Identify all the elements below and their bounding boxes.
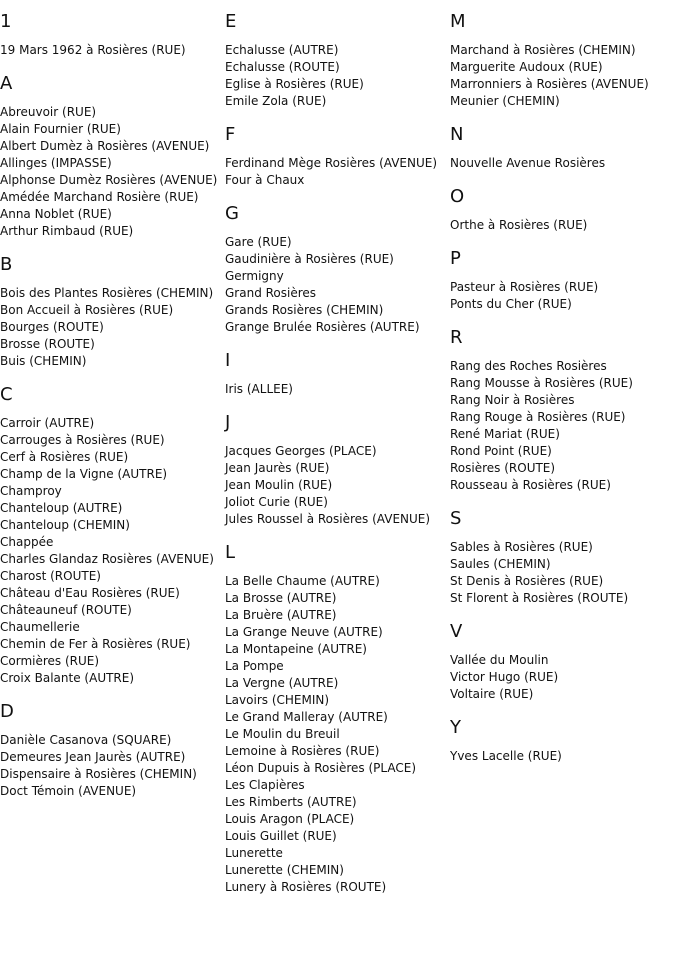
street-name[interactable]: Cormières (RUE): [0, 654, 100, 668]
street-list: [225, 573, 447, 896]
street-name[interactable]: Bon Accueil à Rosières (RUE): [0, 303, 174, 317]
street-name[interactable]: La Vergne (AUTRE): [225, 676, 339, 690]
street-name[interactable]: Iris (ALLEE): [225, 382, 293, 396]
street-name[interactable]: Rang Mousse à Rosières (RUE): [450, 376, 633, 390]
street-name[interactable]: Bois des Plantes Rosières (CHEMIN): [0, 286, 214, 300]
street-name[interactable]: Charles Glandaz Rosières (AVENUE): [0, 552, 214, 566]
street-name[interactable]: Chappée: [0, 535, 54, 549]
street-name[interactable]: Jean Moulin (RUE): [225, 478, 333, 492]
street-name[interactable]: Grand Rosières: [225, 286, 317, 300]
section-letter-heading: I: [225, 350, 231, 371]
street-list: [450, 539, 672, 607]
street-list: [225, 155, 447, 189]
street-name[interactable]: Rosières (ROUTE): [450, 461, 556, 475]
street-name[interactable]: Arthur Rimbaud (RUE): [0, 224, 134, 238]
street-name[interactable]: Demeures Jean Jaurès (AUTRE): [0, 750, 186, 764]
street-name[interactable]: Champ de la Vigne (AUTRE): [0, 467, 168, 481]
street-name[interactable]: Germigny: [225, 269, 284, 283]
street-name[interactable]: Vallée du Moulin: [450, 653, 549, 667]
letter-section: [0, 11, 222, 59]
street-list: [450, 217, 672, 234]
street-list: [0, 732, 222, 800]
street-name[interactable]: Dispensaire à Rosières (CHEMIN): [0, 767, 197, 781]
street-name[interactable]: Buis (CHEMIN): [0, 354, 87, 368]
street-name[interactable]: La Brosse (AUTRE): [225, 591, 337, 605]
street-list: [450, 279, 672, 313]
street-name[interactable]: Grange Brulée Rosières (AUTRE): [225, 320, 420, 334]
street-name[interactable]: Jean Jaurès (RUE): [225, 461, 330, 475]
street-index-column-3: [450, 0, 672, 765]
street-list: [0, 415, 222, 687]
street-name[interactable]: Châteauneuf (ROUTE): [0, 603, 132, 617]
letter-section: [450, 621, 672, 703]
street-name[interactable]: Chanteloup (CHEMIN): [0, 518, 130, 532]
section-letter-heading: D: [0, 701, 14, 722]
section-letter-heading: B: [0, 254, 13, 275]
street-name[interactable]: Lunerette (CHEMIN): [225, 863, 344, 877]
street-name[interactable]: La Pompe: [225, 659, 284, 673]
street-list: [225, 443, 447, 528]
letter-section: [225, 350, 447, 398]
section-letter-heading: V: [450, 621, 463, 642]
section-letter-heading: N: [450, 124, 464, 145]
street-name[interactable]: Bourges (ROUTE): [0, 320, 104, 334]
letter-section: [225, 203, 447, 336]
street-name[interactable]: Sables à Rosières (RUE): [450, 540, 593, 554]
street-name[interactable]: Le Moulin du Breuil: [225, 727, 340, 741]
letter-section: [450, 124, 672, 172]
street-name[interactable]: Lunerette: [225, 846, 283, 860]
letter-section: [0, 384, 222, 687]
street-name[interactable]: Chaumellerie: [0, 620, 80, 634]
street-name[interactable]: St Florent à Rosières (ROUTE): [450, 591, 629, 605]
street-name[interactable]: Rang des Roches Rosières: [450, 359, 607, 373]
street-name[interactable]: Rousseau à Rosières (RUE): [450, 478, 611, 492]
letter-section: [450, 327, 672, 494]
street-index-column-2: [225, 0, 447, 896]
street-name[interactable]: Louis Aragon (PLACE): [225, 812, 355, 826]
letter-section: [225, 11, 447, 110]
street-name[interactable]: Nouvelle Avenue Rosières: [450, 156, 606, 170]
street-name[interactable]: Grands Rosières (CHEMIN): [225, 303, 384, 317]
street-name[interactable]: Rang Rouge à Rosières (RUE): [450, 410, 626, 424]
street-name[interactable]: Alphonse Dumèz Rosières (AVENUE): [0, 173, 218, 187]
street-name[interactable]: Allinges (IMPASSE): [0, 156, 112, 170]
letter-section: [225, 542, 447, 896]
street-name[interactable]: La Montapeine (AUTRE): [225, 642, 367, 656]
section-letter-heading: P: [450, 248, 461, 269]
section-letter-heading: O: [450, 186, 465, 207]
section-letter-heading: F: [225, 124, 236, 145]
street-list: [225, 42, 447, 110]
street-name[interactable]: Meunier (CHEMIN): [450, 94, 560, 108]
street-name[interactable]: Marronniers à Rosières (AVENUE): [450, 77, 649, 91]
street-name[interactable]: Rang Noir à Rosières: [450, 393, 575, 407]
letter-section: [225, 412, 447, 528]
street-name[interactable]: Doct Témoin (AVENUE): [0, 784, 137, 798]
street-name[interactable]: Carroir (AUTRE): [0, 416, 95, 430]
street-name[interactable]: Cerf à Rosières (RUE): [0, 450, 129, 464]
street-name[interactable]: Les Rimberts (AUTRE): [225, 795, 357, 809]
street-name[interactable]: Champroy: [0, 484, 62, 498]
letter-section: [0, 254, 222, 370]
street-name[interactable]: Eglise à Rosières (RUE): [225, 77, 364, 91]
letter-section: [0, 701, 222, 800]
section-letter-heading: J: [225, 412, 231, 433]
section-letter-heading: G: [225, 203, 239, 224]
street-list: [450, 652, 672, 703]
street-name[interactable]: Ponts du Cher (RUE): [450, 297, 572, 311]
street-name[interactable]: Emile Zola (RUE): [225, 94, 327, 108]
street-name[interactable]: Anna Noblet (RUE): [0, 207, 112, 221]
street-name[interactable]: Echalusse (AUTRE): [225, 43, 339, 57]
street-list: [450, 155, 672, 172]
street-name[interactable]: Le Grand Malleray (AUTRE): [225, 710, 388, 724]
street-name[interactable]: Croix Balante (AUTRE): [0, 671, 135, 685]
section-letter-heading: E: [225, 11, 237, 32]
street-name[interactable]: 19 Mars 1962 à Rosières (RUE): [0, 43, 186, 57]
street-name[interactable]: La Grange Neuve (AUTRE): [225, 625, 383, 639]
street-name[interactable]: La Bruère (AUTRE): [225, 608, 337, 622]
section-letter-heading: C: [0, 384, 13, 405]
street-name[interactable]: Danièle Casanova (SQUARE): [0, 733, 172, 747]
street-name[interactable]: Château d'Eau Rosières (RUE): [0, 586, 180, 600]
street-name[interactable]: Echalusse (ROUTE): [225, 60, 340, 74]
letter-section: [450, 186, 672, 234]
street-name[interactable]: Victor Hugo (RUE): [450, 670, 559, 684]
street-name[interactable]: Pasteur à Rosières (RUE): [450, 280, 599, 294]
street-list: [450, 748, 672, 765]
street-name[interactable]: La Belle Chaume (AUTRE): [225, 574, 380, 588]
street-name[interactable]: Jules Roussel à Rosières (AVENUE): [225, 512, 431, 526]
letter-section: [225, 124, 447, 189]
street-name[interactable]: Yves Lacelle (RUE): [450, 749, 562, 763]
street-name[interactable]: Marguerite Audoux (RUE): [450, 60, 603, 74]
street-name[interactable]: Rond Point (RUE): [450, 444, 552, 458]
street-list: [0, 104, 222, 240]
section-letter-heading: M: [450, 11, 466, 32]
street-name[interactable]: Voltaire (RUE): [450, 687, 534, 701]
section-letter-heading: Y: [450, 717, 461, 738]
street-list: [225, 381, 447, 398]
street-list: [0, 285, 222, 370]
street-name[interactable]: Carrouges à Rosières (RUE): [0, 433, 165, 447]
street-name[interactable]: Lunery à Rosières (ROUTE): [225, 880, 387, 894]
street-name[interactable]: Brosse (ROUTE): [0, 337, 95, 351]
letter-section: [450, 508, 672, 607]
street-name[interactable]: Abreuvoir (RUE): [0, 105, 97, 119]
street-name[interactable]: Gaudinière à Rosières (RUE): [225, 252, 394, 266]
street-name[interactable]: Louis Guillet (RUE): [225, 829, 337, 843]
street-list: [450, 358, 672, 494]
street-index-column-1: [0, 0, 222, 800]
letter-section: [450, 248, 672, 313]
letter-section: [450, 11, 672, 110]
letter-section: [450, 717, 672, 765]
street-list: [0, 42, 222, 59]
street-list: [450, 42, 672, 110]
street-name[interactable]: Four à Chaux: [225, 173, 305, 187]
section-letter-heading: L: [225, 542, 236, 563]
street-name[interactable]: St Denis à Rosières (RUE): [450, 574, 604, 588]
street-name[interactable]: Lemoine à Rosières (RUE): [225, 744, 380, 758]
street-name[interactable]: Joliot Curie (RUE): [225, 495, 328, 509]
street-name[interactable]: Alain Fournier (RUE): [0, 122, 121, 136]
street-name[interactable]: Lavoirs (CHEMIN): [225, 693, 330, 707]
street-name[interactable]: Chanteloup (AUTRE): [0, 501, 123, 515]
street-name[interactable]: Ferdinand Mège Rosières (AVENUE): [225, 156, 438, 170]
section-letter-heading: R: [450, 327, 463, 348]
section-letter-heading: 1: [0, 11, 12, 32]
street-name[interactable]: Gare (RUE): [225, 235, 292, 249]
letter-section: [0, 73, 222, 240]
section-letter-heading: S: [450, 508, 462, 529]
street-name[interactable]: Orthe à Rosières (RUE): [450, 218, 588, 232]
section-letter-heading: A: [0, 73, 13, 94]
street-name[interactable]: René Mariat (RUE): [450, 427, 560, 441]
street-name[interactable]: Les Clapières: [225, 778, 305, 792]
street-list: [225, 234, 447, 336]
street-name[interactable]: Saules (CHEMIN): [450, 557, 551, 571]
street-name[interactable]: Léon Dupuis à Rosières (PLACE): [225, 761, 417, 775]
street-name[interactable]: Jacques Georges (PLACE): [225, 444, 377, 458]
street-name[interactable]: Chemin de Fer à Rosières (RUE): [0, 637, 191, 651]
street-name[interactable]: Amédée Marchand Rosière (RUE): [0, 190, 199, 204]
street-name[interactable]: Marchand à Rosières (CHEMIN): [450, 43, 636, 57]
street-name[interactable]: Albert Dumèz à Rosières (AVENUE): [0, 139, 210, 153]
street-name[interactable]: Charost (ROUTE): [0, 569, 101, 583]
